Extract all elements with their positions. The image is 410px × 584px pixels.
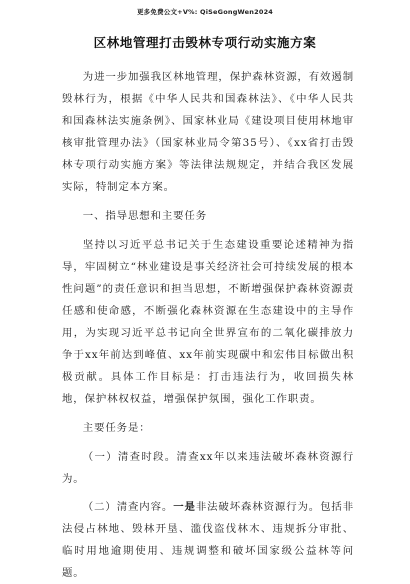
page-title: 区林地管理打击毁林专项行动实施方案 (93, 35, 317, 50)
task-item-2-prefix: （二）清查内容。 (82, 501, 174, 513)
main-tasks-heading: 主要任务是： (82, 422, 151, 434)
task-item-2 (62, 496, 354, 584)
header-note: 更多免费公文+V%: QiSeGongWen2024 (136, 8, 274, 16)
task-item-1: （一）清查时段。清查xx年以来违法破坏森林资源行为。 (62, 451, 354, 485)
guiding-ideology-paragraph: 坚持以习近平总书记关于生态建设重要论述精神为指导，牢固树立“林业建设是事关经济社会可持续发展的根本性问题”的责任意识和担当思想，不断增强保护森林资源责任感和使命感，不断强化森林资源在生态建设中的主导作用，为实现习近平总书记向全世界宣布的二氧化碳排放力争于xx年前达到峰值、xx年前实现碳中和宏伟目标做出积极贡献。具体工作目标是：打击违法行为，收回损失林地，保护林权权益，增强保护氛围，强化工作职责。 (62, 239, 354, 405)
document-body (62, 66, 354, 584)
task-item-2-text: 非法破坏森林资源行为。包括非法侵占林地、毁林开垦、滥伐盗伐林木、违规拆分审批、临时用地逾期使用、违规调整和破坏国家级公益林等问题。 (62, 501, 354, 579)
intro-paragraph: 为进一步加强我区林地管理，保护森林资源，有效遏制毁林行为，根据《中华人民共和国森林法》、《中华人民共和国森林法实施条例》、国家林业局《建设项目使用林地审核审批管理办法》（国家林业局令第35号）、《xx省打击毁林专项行动实施方案》等法律法规规定，并结合我区发展实际，特制定本方案。 (62, 71, 354, 193)
section-heading-guiding-ideology: 一、指导思想和主要任务 (82, 210, 207, 222)
task-item-2-emphasis: 一是 (173, 501, 196, 513)
